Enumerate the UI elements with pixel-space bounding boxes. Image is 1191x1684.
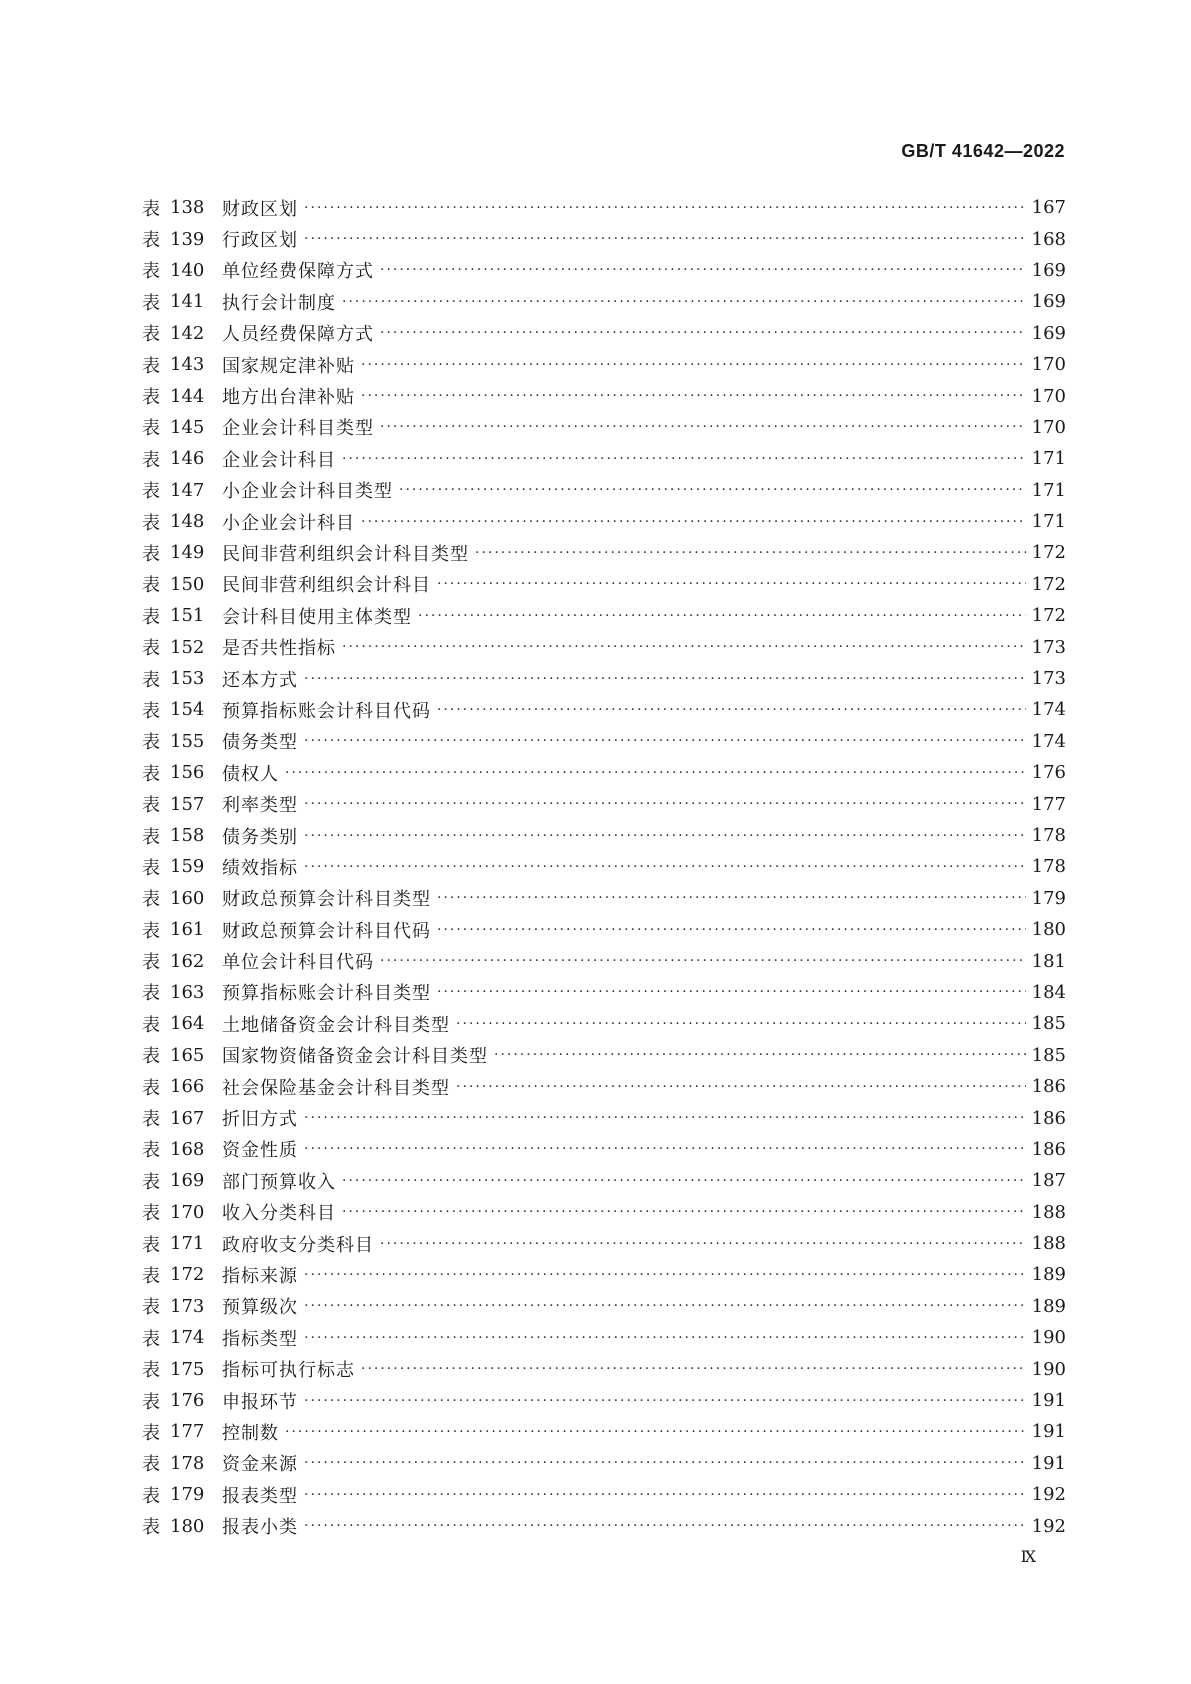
table-title: 指标类型 (222, 1328, 298, 1350)
table-number: 146 (170, 448, 205, 470)
table-prefix: 表 (142, 1328, 160, 1350)
page-ref: 185 (1031, 1044, 1066, 1066)
toc-entry[interactable] (142, 1040, 1066, 1071)
toc-entry[interactable] (142, 537, 1066, 568)
table-title: 单位会计科目代码 (222, 952, 374, 974)
dot-leader (304, 231, 1026, 247)
table-number: 177 (170, 1421, 205, 1443)
table-prefix: 表 (142, 732, 160, 754)
table-number: 161 (170, 919, 205, 941)
page-ref: 172 (1031, 605, 1066, 627)
dot-leader (361, 357, 1026, 373)
table-prefix: 表 (142, 481, 160, 503)
toc-entry[interactable] (142, 1228, 1066, 1259)
toc-entry[interactable] (142, 1134, 1066, 1165)
table-title: 收入分类科目 (222, 1203, 336, 1225)
toc-entry[interactable] (142, 1510, 1066, 1541)
page-ref: 187 (1031, 1170, 1066, 1192)
toc-entry[interactable] (142, 820, 1066, 851)
table-title: 企业会计科目 (222, 449, 336, 471)
table-title: 折旧方式 (222, 1109, 298, 1131)
table-prefix: 表 (142, 983, 160, 1005)
table-number: 178 (170, 1452, 205, 1474)
table-title: 民间非营利组织会计科目类型 (222, 543, 469, 565)
table-prefix: 表 (142, 1265, 160, 1287)
table-title: 执行会计制度 (222, 292, 336, 314)
table-title: 会计科目使用主体类型 (222, 606, 412, 628)
table-prefix: 表 (142, 1360, 160, 1382)
table-number: 155 (170, 730, 205, 752)
table-prefix: 表 (142, 826, 160, 848)
page-ref: 186 (1031, 1076, 1066, 1098)
table-title: 部门预算收入 (222, 1171, 336, 1193)
table-title: 绩效指标 (222, 857, 298, 879)
dot-leader (304, 859, 1026, 875)
table-prefix: 表 (142, 512, 160, 534)
page-ref: 169 (1031, 322, 1066, 344)
page-ref: 176 (1031, 762, 1066, 784)
table-title: 社会保险基金会计科目类型 (222, 1077, 450, 1099)
page-ref: 191 (1031, 1452, 1066, 1474)
dot-leader (342, 1204, 1026, 1220)
table-prefix: 表 (142, 952, 160, 974)
dot-leader (380, 953, 1026, 969)
toc-entry[interactable] (142, 475, 1066, 506)
toc-entry[interactable] (142, 1008, 1066, 1039)
table-prefix: 表 (142, 1422, 160, 1444)
table-prefix: 表 (142, 292, 160, 314)
table-title: 是否共性指标 (222, 638, 336, 660)
table-title: 人员经费保障方式 (222, 324, 374, 346)
page-ref: 169 (1031, 291, 1066, 313)
dot-leader (304, 733, 1026, 749)
page-ref: 192 (1031, 1515, 1066, 1537)
table-prefix: 表 (142, 230, 160, 252)
dot-leader (361, 514, 1026, 530)
page-ref: 178 (1031, 856, 1066, 878)
table-prefix: 表 (142, 857, 160, 879)
toc-entry[interactable] (142, 255, 1066, 286)
toc-entry[interactable] (142, 1197, 1066, 1228)
table-title: 政府收支分类科目 (222, 1234, 374, 1256)
page-ref: 190 (1031, 1358, 1066, 1380)
page-ref: 192 (1031, 1484, 1066, 1506)
table-prefix: 表 (142, 261, 160, 283)
page-ref: 191 (1031, 1390, 1066, 1412)
table-title: 利率类型 (222, 795, 298, 817)
table-number: 165 (170, 1044, 205, 1066)
table-prefix: 表 (142, 669, 160, 691)
page-ref: 171 (1031, 511, 1066, 533)
table-prefix: 表 (142, 1391, 160, 1413)
table-number: 170 (170, 1201, 205, 1223)
dot-leader (380, 419, 1026, 435)
table-title: 财政总预算会计科目类型 (222, 889, 431, 911)
toc-entry[interactable] (142, 945, 1066, 976)
page-ref: 177 (1031, 793, 1066, 815)
table-title: 企业会计科目类型 (222, 418, 374, 440)
page-ref: 170 (1031, 385, 1066, 407)
toc-entry[interactable] (142, 1322, 1066, 1353)
page-ref: 186 (1031, 1107, 1066, 1129)
toc-entry[interactable] (142, 1102, 1066, 1133)
standard-code-header: GB/T 41642—2022 (901, 141, 1065, 161)
table-title: 行政区划 (222, 230, 298, 252)
table-title: 债权人 (222, 763, 279, 785)
table-title: 指标可执行标志 (222, 1360, 355, 1382)
dot-leader (342, 1173, 1026, 1189)
toc-entry[interactable] (142, 318, 1066, 349)
table-prefix: 表 (142, 1297, 160, 1319)
table-prefix: 表 (142, 1517, 160, 1539)
table-number: 167 (170, 1107, 205, 1129)
page-ref: 172 (1031, 542, 1066, 564)
toc-entry[interactable] (142, 286, 1066, 317)
dot-leader (437, 890, 1026, 906)
page-ref: 169 (1031, 259, 1066, 281)
table-prefix: 表 (142, 1109, 160, 1131)
table-number: 172 (170, 1264, 205, 1286)
dot-leader (361, 388, 1026, 404)
toc-entry[interactable] (142, 757, 1066, 788)
dot-leader (361, 1361, 1026, 1377)
toc-entry[interactable] (142, 1291, 1066, 1322)
table-prefix: 表 (142, 1171, 160, 1193)
table-title: 预算级次 (222, 1297, 298, 1319)
table-number: 171 (170, 1233, 205, 1255)
dot-leader (380, 325, 1026, 341)
dot-leader (304, 1393, 1026, 1409)
table-prefix: 表 (142, 606, 160, 628)
table-title: 指标来源 (222, 1265, 298, 1287)
page-number: Ⅸ (1020, 1547, 1037, 1566)
table-prefix: 表 (142, 1203, 160, 1225)
table-prefix: 表 (142, 324, 160, 346)
dot-leader (304, 1330, 1026, 1346)
toc-entry[interactable] (142, 1416, 1066, 1447)
toc-entry[interactable] (142, 443, 1066, 474)
toc-entry[interactable] (142, 380, 1066, 411)
table-prefix: 表 (142, 638, 160, 660)
toc-entry[interactable] (142, 1165, 1066, 1196)
dot-leader (304, 796, 1026, 812)
page-ref: 171 (1031, 479, 1066, 501)
dot-leader (342, 294, 1026, 310)
toc-entry[interactable] (142, 600, 1066, 631)
dot-leader (285, 765, 1026, 781)
table-prefix: 表 (142, 1046, 160, 1068)
table-number: 168 (170, 1138, 205, 1160)
dot-leader (304, 1455, 1026, 1471)
page-ref: 190 (1031, 1327, 1066, 1349)
table-title: 民间非营利组织会计科目 (222, 575, 431, 597)
table-number: 157 (170, 793, 205, 815)
toc-entry[interactable] (142, 192, 1066, 223)
table-number: 139 (170, 228, 205, 250)
toc-entry[interactable] (142, 1448, 1066, 1479)
page-ref: 189 (1031, 1295, 1066, 1317)
table-title: 国家规定津补贴 (222, 355, 355, 377)
dot-leader (304, 1298, 1026, 1314)
table-number: 179 (170, 1484, 205, 1506)
table-title: 报表小类 (222, 1517, 298, 1539)
table-prefix: 表 (142, 1140, 160, 1162)
page-ref: 180 (1031, 919, 1066, 941)
table-title: 小企业会计科目 (222, 512, 355, 534)
toc-entry[interactable] (142, 694, 1066, 725)
dot-leader (456, 1079, 1026, 1095)
table-prefix: 表 (142, 889, 160, 911)
page-ref: 188 (1031, 1201, 1066, 1223)
table-title: 小企业会计科目类型 (222, 481, 393, 503)
dot-leader (304, 1487, 1026, 1503)
dot-leader (456, 1016, 1026, 1032)
dot-leader (437, 922, 1026, 938)
table-number: 144 (170, 385, 205, 407)
table-title: 资金来源 (222, 1454, 298, 1476)
table-prefix: 表 (142, 449, 160, 471)
page-ref: 173 (1031, 636, 1066, 658)
table-number: 158 (170, 825, 205, 846)
table-prefix: 表 (142, 1454, 160, 1476)
table-prefix: 表 (142, 543, 160, 565)
table-number: 141 (170, 291, 205, 313)
table-number: 164 (170, 1013, 205, 1035)
table-prefix: 表 (142, 1077, 160, 1099)
page-ref: 172 (1031, 573, 1066, 595)
toc-entry[interactable] (142, 851, 1066, 882)
table-number: 138 (170, 197, 205, 219)
table-number: 173 (170, 1295, 205, 1317)
dot-leader (399, 482, 1026, 498)
toc-entry[interactable] (142, 223, 1066, 254)
dot-leader (380, 262, 1026, 278)
table-title: 地方出台津补贴 (222, 387, 355, 409)
dot-leader (494, 1047, 1026, 1063)
table-number: 160 (170, 887, 205, 909)
dot-leader (437, 702, 1026, 718)
table-number: 149 (170, 542, 205, 564)
table-title: 控制数 (222, 1422, 279, 1444)
table-number: 140 (170, 259, 205, 281)
table-of-contents (142, 192, 1066, 1542)
table-prefix: 表 (142, 355, 160, 377)
dot-leader (304, 1141, 1026, 1157)
page-ref: 188 (1031, 1233, 1066, 1255)
toc-entry[interactable] (142, 883, 1066, 914)
table-prefix: 表 (142, 920, 160, 942)
table-title: 债务类型 (222, 732, 298, 754)
page-ref: 167 (1031, 197, 1066, 219)
toc-entry[interactable] (142, 1259, 1066, 1290)
dot-leader (304, 671, 1026, 687)
page-ref: 191 (1031, 1421, 1066, 1443)
table-number: 163 (170, 981, 205, 1003)
table-prefix: 表 (142, 700, 160, 722)
page-ref: 185 (1031, 1013, 1066, 1035)
table-number: 169 (170, 1170, 205, 1192)
table-prefix: 表 (142, 418, 160, 440)
dot-leader (437, 576, 1026, 592)
page-ref: 178 (1031, 825, 1066, 846)
table-title: 申报环节 (222, 1391, 298, 1413)
table-number: 147 (170, 479, 205, 501)
table-prefix: 表 (142, 795, 160, 817)
toc-entry[interactable] (142, 914, 1066, 945)
table-number: 166 (170, 1076, 205, 1098)
toc-entry[interactable] (142, 1071, 1066, 1102)
toc-entry[interactable] (142, 1353, 1066, 1384)
table-number: 180 (170, 1515, 205, 1537)
table-number: 151 (170, 605, 205, 627)
table-number: 176 (170, 1390, 205, 1412)
page-ref: 168 (1031, 228, 1066, 250)
table-title: 还本方式 (222, 669, 298, 691)
toc-entry[interactable] (142, 726, 1066, 757)
table-prefix: 表 (142, 387, 160, 409)
table-title: 预算指标账会计科目类型 (222, 983, 431, 1005)
table-title: 财政总预算会计科目代码 (222, 920, 431, 942)
toc-entry[interactable] (142, 788, 1066, 819)
table-number: 145 (170, 416, 205, 438)
dot-leader (380, 1236, 1026, 1252)
table-number: 162 (170, 950, 205, 972)
dot-leader (437, 984, 1026, 1000)
table-title: 财政区划 (222, 198, 298, 220)
table-prefix: 表 (142, 1485, 160, 1507)
dot-leader (475, 545, 1026, 561)
table-number: 154 (170, 699, 205, 721)
table-prefix: 表 (142, 575, 160, 597)
table-title: 土地储备资金会计科目类型 (222, 1014, 450, 1036)
table-number: 159 (170, 856, 205, 878)
page-ref: 170 (1031, 416, 1066, 438)
page-ref: 171 (1031, 448, 1066, 470)
dot-leader (285, 1424, 1026, 1440)
dot-leader (418, 608, 1026, 624)
table-prefix: 表 (142, 1234, 160, 1256)
toc-entry[interactable] (142, 663, 1066, 694)
table-prefix: 表 (142, 198, 160, 220)
table-number: 143 (170, 354, 205, 376)
dot-leader (304, 1267, 1026, 1283)
page-ref: 179 (1031, 887, 1066, 909)
table-title: 国家物资储备资金会计科目类型 (222, 1046, 488, 1068)
toc-entry[interactable] (142, 412, 1066, 443)
dot-leader (342, 639, 1026, 655)
page-ref: 174 (1031, 699, 1066, 721)
table-number: 152 (170, 636, 205, 658)
table-prefix: 表 (142, 763, 160, 785)
table-number: 175 (170, 1358, 205, 1380)
toc-entry[interactable] (142, 349, 1066, 380)
table-number: 150 (170, 573, 205, 595)
toc-entry[interactable] (142, 506, 1066, 537)
page-ref: 170 (1031, 354, 1066, 376)
table-number: 156 (170, 762, 205, 784)
dot-leader (304, 1518, 1026, 1534)
dot-leader (304, 200, 1026, 216)
toc-entry[interactable] (142, 631, 1066, 662)
table-title: 预算指标账会计科目代码 (222, 700, 431, 722)
page-ref: 186 (1031, 1138, 1066, 1160)
table-number: 142 (170, 322, 205, 344)
table-title: 债务类别 (222, 826, 298, 848)
toc-entry[interactable] (142, 1385, 1066, 1416)
page-ref: 184 (1031, 981, 1066, 1003)
table-prefix: 表 (142, 1014, 160, 1036)
toc-entry[interactable] (142, 569, 1066, 600)
page-ref: 181 (1031, 950, 1066, 972)
table-number: 148 (170, 511, 205, 533)
dot-leader (304, 1110, 1026, 1126)
table-title: 单位经费保障方式 (222, 261, 374, 283)
toc-entry[interactable] (142, 1479, 1066, 1510)
table-title: 资金性质 (222, 1140, 298, 1162)
dot-leader (304, 828, 1026, 844)
page-ref: 173 (1031, 668, 1066, 690)
table-number: 174 (170, 1327, 205, 1349)
page-ref: 189 (1031, 1264, 1066, 1286)
toc-entry[interactable] (142, 977, 1066, 1008)
table-number: 153 (170, 668, 205, 690)
page-ref: 174 (1031, 730, 1066, 752)
table-title: 报表类型 (222, 1485, 298, 1507)
dot-leader (342, 451, 1026, 467)
